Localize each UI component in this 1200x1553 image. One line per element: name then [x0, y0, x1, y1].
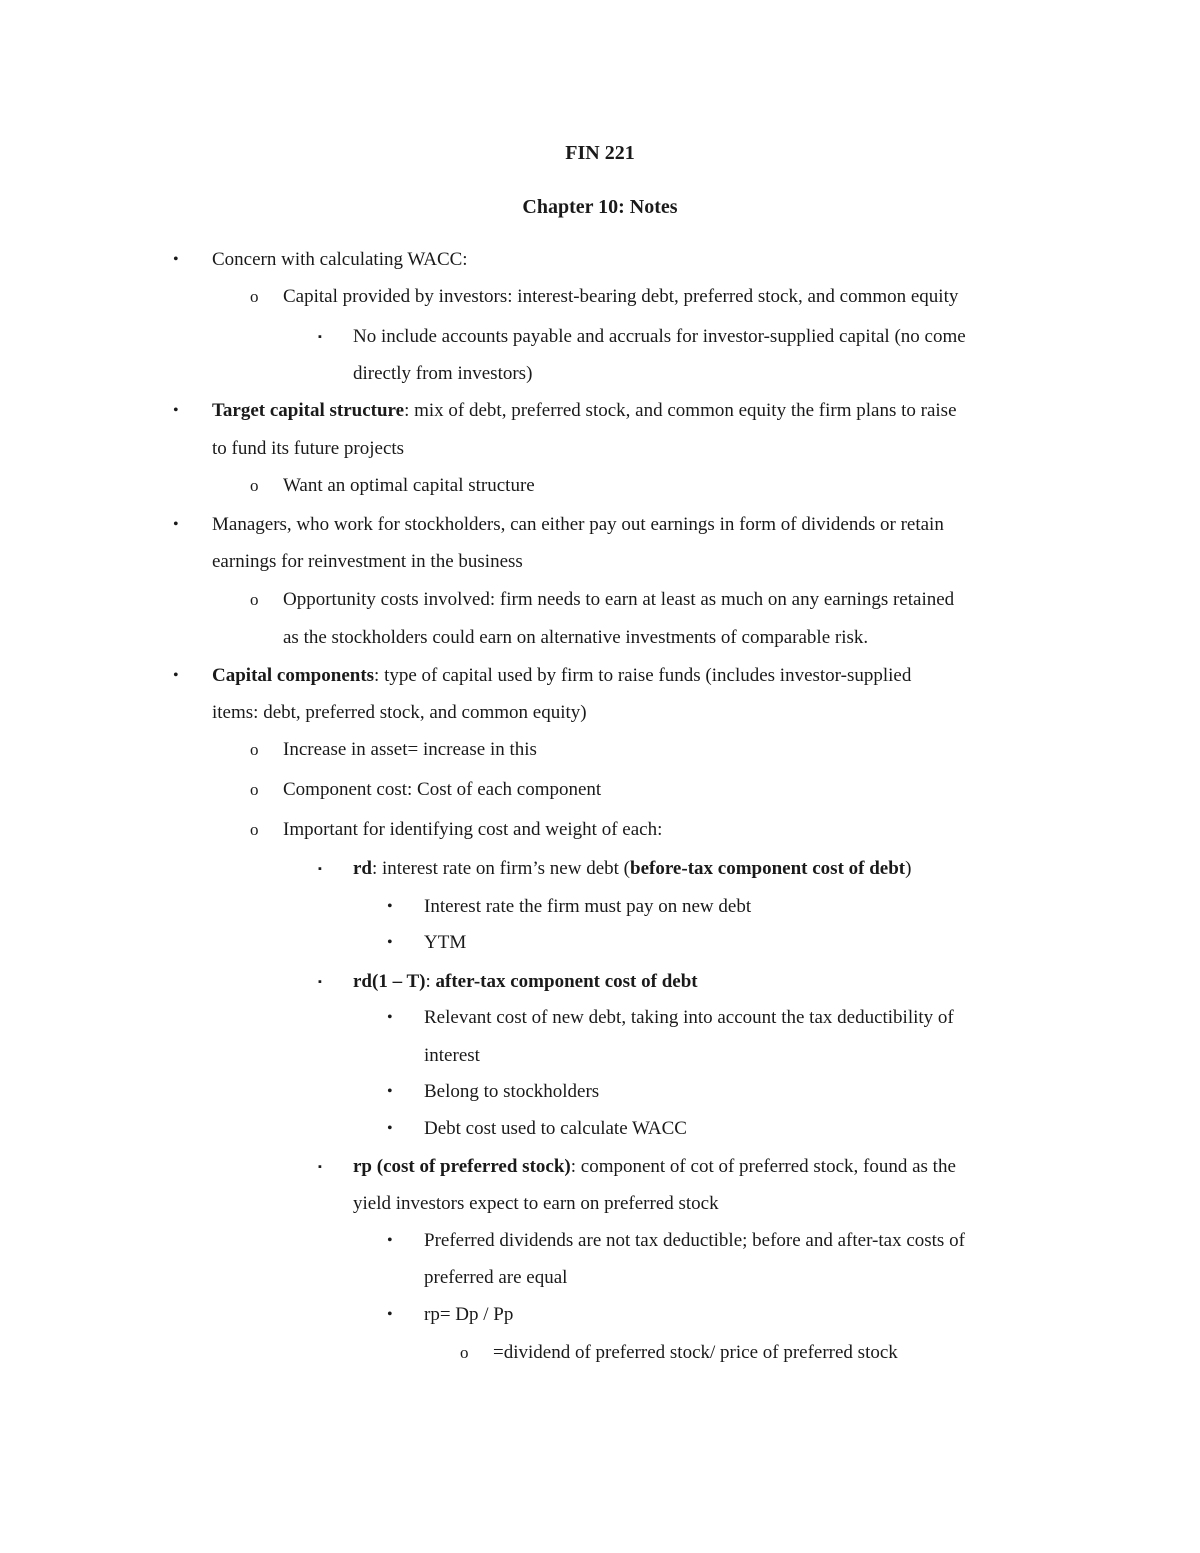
bold-term: rp (cost of preferred stock): [353, 1156, 571, 1177]
text-run: Increase in asset= increase in this: [283, 739, 537, 760]
bold-term: after-tax component cost of debt: [435, 971, 698, 992]
list-item-text: [212, 701, 587, 725]
text-run: items: debt, preferred stock, and common equity): [212, 702, 587, 723]
list-item-text: [283, 738, 537, 762]
list-marker-icon: o: [250, 780, 259, 799]
list-marker-icon: ▪: [318, 331, 322, 343]
text-run: Managers, who work for stockholders, can either pay out earnings in form of dividends or retain: [212, 514, 944, 535]
list-item-text: [353, 970, 698, 994]
text-run: Important for identifying cost and weight of each:: [283, 819, 663, 840]
bold-term: before-tax component cost of debt: [630, 858, 906, 879]
list-item-text: [424, 1303, 513, 1327]
text-run: YTM: [424, 932, 467, 953]
text-run: Capital provided by investors: interest-bearing debt, preferred stock, and common equity: [283, 286, 959, 307]
text-run: preferred are equal: [424, 1267, 568, 1288]
list-item-text: [212, 399, 957, 423]
list-marker-icon: o: [250, 820, 259, 839]
text-run: rp= Dp / Pp: [424, 1304, 514, 1325]
text-run: interest: [424, 1045, 480, 1066]
text-run: : type of capital used by firm to raise funds (includes investor-supplied: [374, 665, 912, 686]
list-item-text: [424, 1080, 599, 1104]
chapter-title: Chapter 10: Notes: [522, 196, 678, 218]
list-item-text: [424, 1266, 567, 1290]
bold-term: Target capital structure: [212, 400, 405, 421]
list-marker-icon: o: [250, 740, 259, 759]
list-marker-icon: •: [387, 898, 393, 915]
text-run: :: [425, 971, 436, 992]
list-marker-icon: •: [387, 1009, 393, 1026]
list-item-text: [283, 778, 601, 802]
list-marker-icon: •: [173, 667, 179, 684]
list-item-text: [283, 626, 868, 650]
list-item-text: [493, 1341, 898, 1365]
list-item-text: [283, 818, 662, 842]
text-run: =dividend of preferred stock/ price of preferred stock: [493, 1342, 898, 1363]
list-marker-icon: o: [250, 287, 259, 306]
bold-term: rd: [353, 858, 372, 879]
list-item-text: [424, 895, 751, 919]
course-title: FIN 221: [565, 142, 635, 164]
list-item-text: [212, 550, 523, 574]
list-item-text: [212, 437, 404, 461]
text-run: directly from investors): [353, 363, 533, 384]
list-marker-icon: •: [387, 1232, 393, 1249]
list-marker-icon: ▪: [318, 1161, 322, 1173]
list-item-text: [283, 285, 958, 309]
text-run: Want an optimal capital structure: [283, 475, 535, 496]
text-run: Concern with calculating WACC:: [212, 249, 468, 270]
bold-term: rd(1 – T): [353, 971, 426, 992]
list-item-text: [283, 474, 535, 498]
list-item-text: [353, 1192, 719, 1216]
text-run: as the stockholders could earn on alternative investments of comparable risk.: [283, 627, 869, 648]
list-marker-icon: •: [173, 402, 179, 419]
text-run: Interest rate the firm must pay on new debt: [424, 896, 752, 917]
list-item-text: [353, 1155, 956, 1179]
list-marker-icon: •: [387, 1306, 393, 1323]
list-item-text: [212, 664, 911, 688]
list-item-text: [424, 931, 466, 955]
text-run: Preferred dividends are not tax deductible; before and after-tax costs of: [424, 1230, 965, 1251]
list-item-text: [424, 1044, 480, 1068]
text-run: Opportunity costs involved: firm needs to earn at least as much on any earnings retained: [283, 589, 955, 610]
bold-term: Capital components: [212, 665, 375, 686]
text-run: to fund its future projects: [212, 438, 405, 459]
list-marker-icon: ▪: [318, 976, 322, 988]
list-item-text: [424, 1229, 965, 1253]
list-marker-icon: •: [387, 934, 393, 951]
text-run: earnings for reinvestment in the business: [212, 551, 523, 572]
list-marker-icon: ▪: [318, 863, 322, 875]
list-item-text: [353, 362, 532, 386]
list-item-text: [424, 1006, 954, 1030]
list-marker-icon: o: [460, 1343, 469, 1362]
text-run: ): [905, 858, 912, 879]
text-run: Component cost: Cost of each component: [283, 779, 602, 800]
list-marker-icon: •: [387, 1083, 393, 1100]
list-marker-icon: •: [173, 516, 179, 533]
list-item-text: [424, 1117, 687, 1141]
list-item-text: [353, 325, 966, 349]
list-item-text: [212, 248, 468, 272]
text-run: Belong to stockholders: [424, 1081, 600, 1102]
text-run: Debt cost used to calculate WACC: [424, 1118, 687, 1139]
list-marker-icon: •: [173, 251, 179, 268]
list-marker-icon: o: [250, 590, 259, 609]
text-run: Relevant cost of new debt, taking into account the tax deductibility of: [424, 1007, 954, 1028]
text-run: : mix of debt, preferred stock, and common equity the firm plans to raise: [404, 400, 957, 421]
list-item-text: [353, 857, 911, 881]
text-run: : interest rate on firm’s new debt (: [372, 858, 631, 879]
list-marker-icon: •: [387, 1120, 393, 1137]
text-run: No include accounts payable and accruals for investor-supplied capital (no come: [353, 326, 966, 347]
list-item-text: [283, 588, 954, 612]
text-run: yield investors expect to earn on preferred stock: [353, 1193, 719, 1214]
text-run: : component of cot of preferred stock, found as the: [570, 1156, 956, 1177]
list-item-text: [212, 513, 944, 537]
list-marker-icon: o: [250, 476, 259, 495]
